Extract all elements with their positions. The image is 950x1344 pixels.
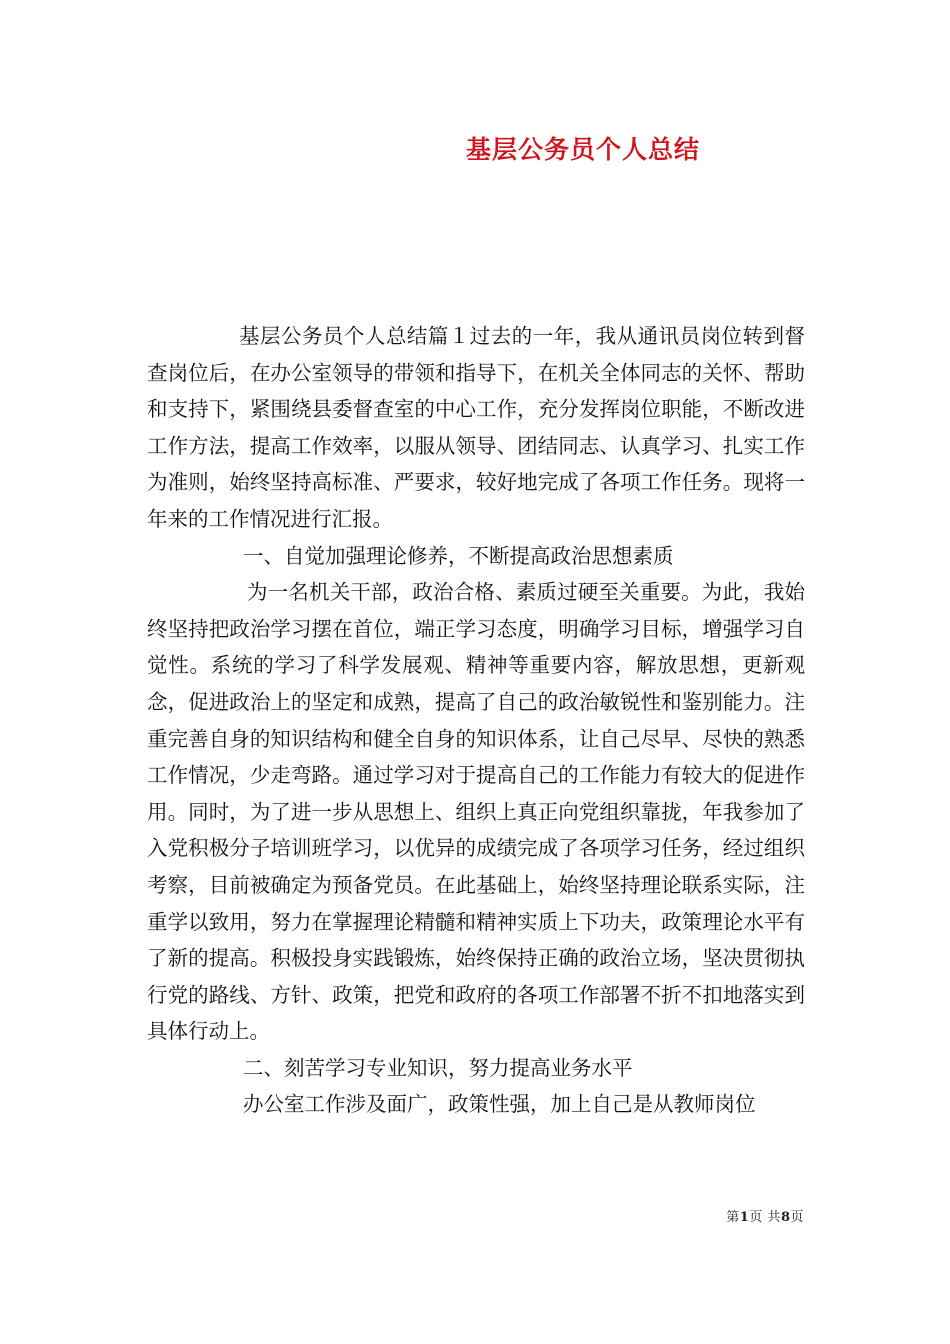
section-2-paragraph: 办公室工作涉及面广，政策性强，加上自己是从教师岗位 [243, 1092, 756, 1117]
total-pages-number: 8 [780, 1210, 791, 1225]
document-body [147, 318, 805, 1123]
section-heading-1: 一、自觉加强理论修养，不断提高政治思想素质 [243, 543, 674, 568]
intro-paragraph: 基层公务员个人总结篇１过去的一年，我从通讯员岗位转到督查岗位后，在办公室领导的带领和指导下，在机关全体同志的关怀、帮助和支持下，紧围绕县委督查室的中心工作，充分发挥岗位职能，不断改进工作方法，提高工作效率，以服从领导、团结同志、认真学习、扎实工作为准则，始终坚持高标准、严要求，较好地完成了各项工作任务。现将一年来的工作情况进行汇报。 [147, 324, 805, 531]
document-title: 基层公务员个人总结 [465, 135, 700, 164]
footer-middle: 页 共 [749, 1210, 781, 1225]
section-heading-2: 二、刻苦学习专业知识，努力提高业务水平 [243, 1055, 633, 1080]
footer-prefix: 第 [726, 1210, 740, 1225]
section-1-paragraph: 为一名机关干部，政治合格、素质过硬至关重要。为此，我始终坚持把政治学习摆在首位，端正学习态度，明确学习目标，增强学习自觉性。系统的学习了科学发展观、精神等重要内容，解放思想，更新观念，促进政治上的坚定和成熟，提高了自己的政治敏锐性和鉴别能力。注重完善自身的知识结构和健全自身的知识体系，让自己尽早、尽快的熟悉工作情况，少走弯路。通过学习对于提高自己的工作能力有较大的促进作用。同时，为了进一步从思想上、组织上真正向党组织靠拢，年我参加了入党积极分子培训班学习，以优异的成绩完成了各项学习任务，经过组织考察，目前被确定为预备党员。在此基础上，始终坚持理论联系实际，注重学以致用，努力在掌握理论精髓和精神实质上下功夫，政策理论水平有了新的提高。积极投身实践锻炼，始终保持正确的政治立场，坚决贯彻执行党的路线、方针、政策，把党和政府的各项工作部署不折不扣地落实到具体行动上。 [147, 580, 805, 1044]
page-number-footer [726, 1206, 804, 1225]
footer-suffix: 页 [790, 1210, 804, 1225]
current-page-number: 1 [739, 1210, 750, 1225]
